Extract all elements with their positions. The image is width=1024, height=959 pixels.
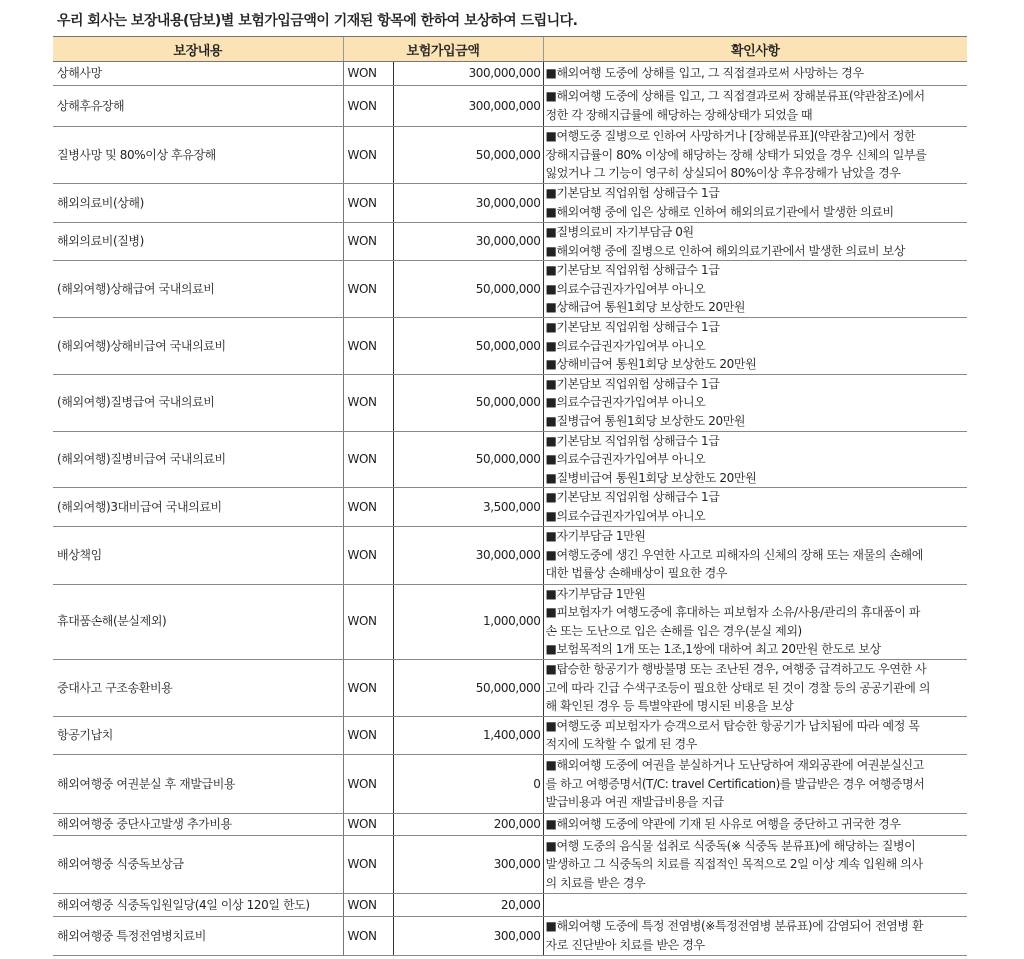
currency: WON [343,62,393,86]
note-line: ■의료수급권자가입여부 아니오 [545,395,706,410]
note-line: 를 하고 여행증명서(T/C: travel Certification)를 발급받은 경우 여행증명서 [545,776,925,791]
notes-cell [543,431,967,488]
table-row [53,184,967,223]
notes-cell [543,814,967,836]
insured-amount: 1,400,000 [393,716,543,754]
coverage-name: 중대사고 구조송환비용 [53,659,343,716]
table-row [53,223,967,261]
note-line: ■해외여행 도중에 상해를 입고, 그 직접결과로써 장해분류표(약관참조)에서 [545,89,925,104]
table-row [53,431,967,488]
coverage-name: 해외여행중 중단사고발생 추가비용 [53,814,343,836]
note-line: ■해외여행 도중에 특정 전염병(※특정전염병 분류표)에 감염되어 전염병 환 [545,919,924,934]
page-title: 우리 회사는 보장내용(담보)별 보험가입금액이 기재된 항목에 한하여 보상하여 드립니다. [57,13,578,29]
notes-cell [543,917,967,956]
notes-cell [543,223,967,261]
table-row [53,526,967,584]
note-line: ■여행도중 피보험자가 승객으로서 탑승한 항공기가 납치됨에 따라 예정 목 [545,718,920,733]
currency: WON [343,488,393,526]
note-line: ■의료수급권자가입여부 아니오 [545,281,706,296]
notes-cell [543,184,967,223]
coverage-name: (해외여행)3대비급여 국내의료비 [53,488,343,526]
table-row [53,261,967,318]
note-line: 장해지급률이 80% 이상에 해당하는 장해 상태가 되었을 경우 신체의 일부를 [545,147,927,162]
insured-amount: 30,000,000 [393,526,543,584]
currency: WON [343,223,393,261]
note-line: ■해외여행 중에 질병으로 인하여 해외의료기관에서 발생한 의료비 보상 [545,243,905,258]
currency: WON [343,659,393,716]
table-row [53,755,967,814]
note-line: ■의료수급권자가입여부 아니오 [545,338,706,353]
insured-amount: 1,000,000 [393,584,543,659]
table-row [53,836,967,894]
coverage-table [53,36,967,956]
note-line: 적지에 도착할 수 없게 된 경우 [545,737,697,752]
note-line: ■의료수급권자가입여부 아니오 [545,508,706,523]
note-line: ■상해급여 통원1회당 보상한도 20만원 [545,300,746,315]
table-row [53,374,967,431]
coverage-name: 항공기납치 [53,716,343,754]
note-line: ■보험목적의 1개 또는 1조,1쌍에 대하여 최고 20만원 한도로 보상 [545,642,881,657]
note-line: ■기본담보 직업위험 상해급수 1급 [545,263,720,278]
note-line: ■피보험자가 여행도중에 휴대하는 피보험자 소유/사용/관리의 휴대품이 파 [545,605,920,620]
table-row [53,716,967,754]
notes-cell [543,716,967,754]
note-line: ■해외여행 도중에 상해를 입고, 그 직접결과로써 사망하는 경우 [545,66,864,81]
notes-cell [543,127,967,184]
coverage-name: 상해사망 [53,62,343,86]
notes-cell [543,317,967,374]
insured-amount: 30,000,000 [393,184,543,223]
insured-amount: 3,500,000 [393,488,543,526]
note-line: 고에 따라 긴급 수색구조등이 필요한 상태로 된 것이 경찰 등의 공공기관에 의 [545,680,931,695]
notes-cell [543,488,967,526]
notes-cell [543,755,967,814]
notes-cell [543,584,967,659]
note-line: 해 확인된 경우 등 특별약관에 명시된 비용을 보상 [545,699,794,714]
note-line: ■여행 도중의 음식물 섭취로 식중독(※ 식중독 분류표)에 해당하는 질병이 [545,838,916,853]
note-line: ■의료수급권자가입여부 아니오 [545,452,706,467]
insured-amount: 300,000,000 [393,62,543,86]
currency: WON [343,431,393,488]
coverage-name: 해외여행중 식중독입원일당(4일 이상 120일 한도) [53,894,343,917]
note-line: ■해외여행 도중에 여권을 분실하거나 도난당하여 재외공관에 여권분실신고 [545,758,924,773]
currency: WON [343,716,393,754]
note-line: 의 치료를 받은 경우 [545,875,646,890]
table-row [53,488,967,526]
notes-cell [543,894,967,917]
coverage-name: (해외여행)질병비급여 국내의료비 [53,431,343,488]
currency: WON [343,86,393,127]
note-line: ■기본담보 직업위험 상해급수 1급 [545,433,720,448]
currency: WON [343,261,393,318]
insured-amount: 50,000,000 [393,431,543,488]
note-line: 정한 각 장해지급률에 해당하는 장해상태가 되었을 때 [545,108,813,122]
table-row [53,894,967,917]
coverage-name: 질병사망 및 80%이상 후유장해 [53,127,343,184]
table-body [53,62,967,956]
note-line: ■기본담보 직업위험 상해급수 1급 [545,376,720,391]
coverage-name: 해외여행중 여권분실 후 재발급비용 [53,755,343,814]
insured-amount: 50,000,000 [393,317,543,374]
note-line: ■해외여행 중에 입은 상해로 인하여 해외의료기관에서 발생한 의료비 [545,205,894,219]
coverage-name: (해외여행)상해비급여 국내의료비 [53,317,343,374]
notes-cell [543,261,967,318]
currency: WON [343,184,393,223]
currency: WON [343,127,393,184]
note-line: ■기본담보 직업위험 상해급수 1급 [545,186,720,201]
currency: WON [343,374,393,431]
notes-cell [543,836,967,894]
note-line: ■자기부담금 1만원 [545,529,646,544]
insured-amount: 300,000,000 [393,86,543,127]
coverage-name: 상해후유장해 [53,86,343,127]
coverage-name: (해외여행)상해급여 국내의료비 [53,261,343,318]
note-line: 발급비용과 여권 재발급비용을 지급 [545,795,724,810]
currency: WON [343,755,393,814]
coverage-name: 해외의료비(상해) [53,184,343,223]
coverage-name: 해외여행중 식중독보상금 [53,836,343,894]
currency: WON [343,814,393,836]
insured-amount: 200,000 [393,814,543,836]
header-coverage: 보장내용 [53,37,343,62]
table-row [53,659,967,716]
note-line: ■상해비급여 통원1회당 보상한도 20만원 [545,357,757,372]
insured-amount: 0 [393,755,543,814]
notes-cell [543,659,967,716]
note-line: ■질병의료비 자기부담금 0원 [545,225,694,239]
currency: WON [343,526,393,584]
table-row [53,814,967,836]
coverage-name: 해외여행중 특정전염병치료비 [53,917,343,956]
note-line: ■여행도중에 생긴 우연한 사고로 피해자의 신체의 장해 또는 재물의 손해에 [545,547,923,562]
table-header-row [53,37,967,62]
header-notes: 확인사항 [543,37,967,62]
notes-cell [543,374,967,431]
table-row [53,317,967,374]
note-line: 잃었거나 그 기능이 영구히 상실되어 80%이상 후유장해가 남았을 경우 [545,166,901,181]
coverage-name: 해외의료비(질병) [53,223,343,261]
table-row [53,127,967,184]
note-line: ■자기부담금 1만원 [545,586,646,601]
note-line: ■탑승한 항공기가 행방불명 또는 조난된 경우, 여행중 급격하고도 우연한 사 [545,661,927,676]
notes-cell [543,526,967,584]
table-row [53,917,967,956]
insured-amount: 50,000,000 [393,261,543,318]
insured-amount: 50,000,000 [393,374,543,431]
currency: WON [343,917,393,956]
currency: WON [343,836,393,894]
currency: WON [343,584,393,659]
header-amount: 보험가입금액 [343,37,543,62]
insured-amount: 20,000 [393,894,543,917]
insured-amount: 300,000 [393,836,543,894]
note-line: ■여행도중 질병으로 인하여 사망하거나 [장해분류표](약관참고)에서 정한 [545,129,916,144]
currency: WON [343,317,393,374]
insured-amount: 300,000 [393,917,543,956]
note-line: ■해외여행 도중에 약관에 기재 된 사유로 여행을 중단하고 귀국한 경우 [545,817,901,832]
table-row [53,86,967,127]
insured-amount: 50,000,000 [393,659,543,716]
table-row [53,584,967,659]
note-line: ■기본담보 직업위험 상해급수 1급 [545,490,720,505]
note-line: 발생하고 그 식중독의 치료를 직접적인 목적으로 2일 이상 계속 입원해 의사 [545,857,923,872]
note-line: ■기본담보 직업위험 상해급수 1급 [545,319,720,334]
notes-cell [543,62,967,86]
note-line: 손 또는 도난으로 입은 손해를 입은 경우(분실 제외) [545,623,802,638]
insured-amount: 30,000,000 [393,223,543,261]
note-line: 자로 진단받아 치료를 받은 경우 [545,938,705,953]
note-line: 대한 법률상 손해배상이 필요한 경우 [545,566,728,581]
note-line: ■질병급여 통원1회당 보상한도 20만원 [545,413,746,428]
table-row [53,62,967,86]
coverage-name: (해외여행)질병급여 국내의료비 [53,374,343,431]
coverage-name: 휴대품손해(분실제외) [53,584,343,659]
insured-amount: 50,000,000 [393,127,543,184]
notes-cell [543,86,967,127]
note-line: ■질병비급여 통원1회당 보상한도 20만원 [545,470,757,485]
coverage-name: 배상책임 [53,526,343,584]
currency: WON [343,894,393,917]
